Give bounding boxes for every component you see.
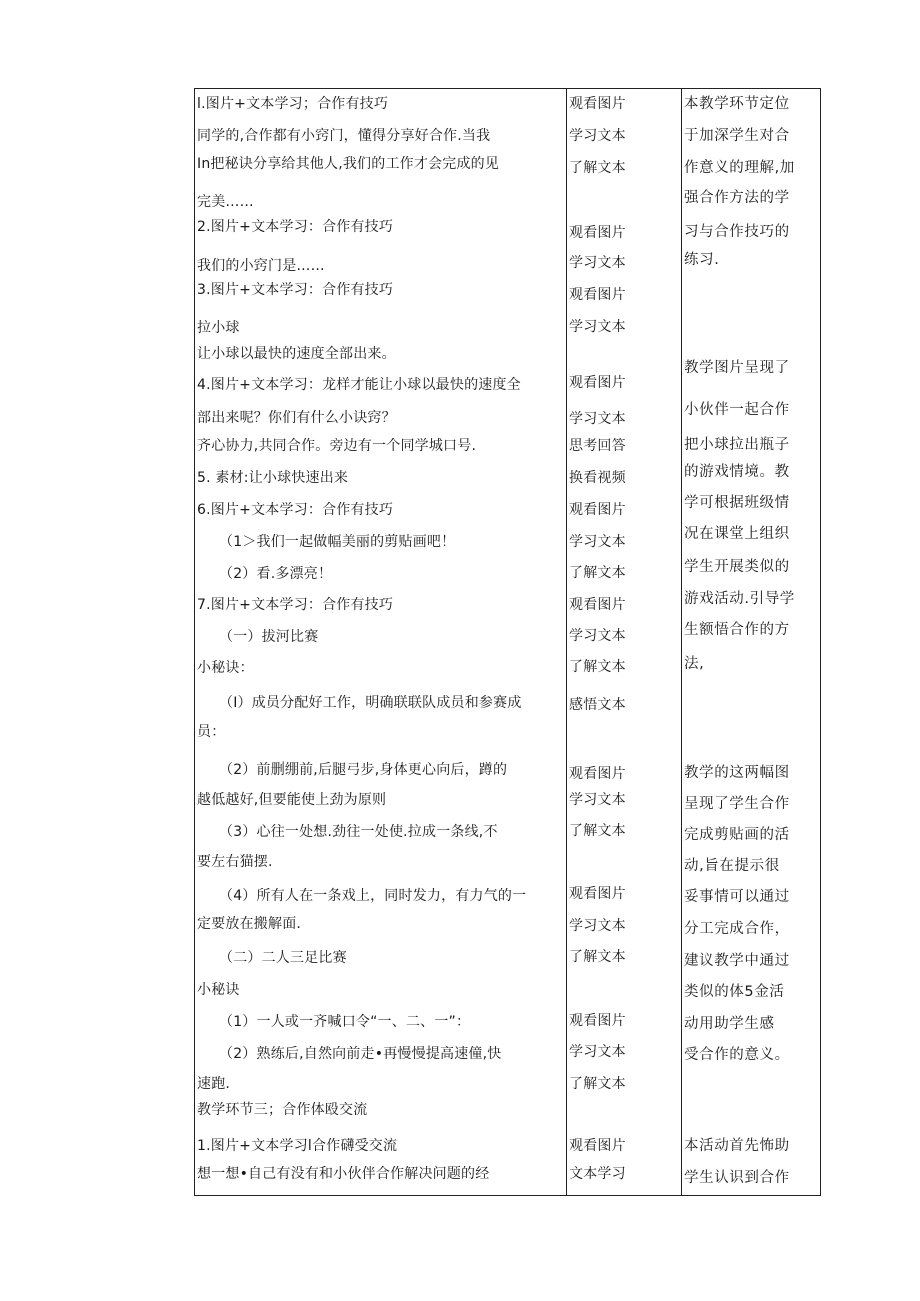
intent-line: 建议教学中通过 [684,953,790,969]
activity-line: 观看图片 [569,597,626,613]
activity-line: 换看视频 [569,470,626,486]
intent-line: 把小球拉出瓶子 [684,437,790,453]
intent-line: 本教学环节定位 [684,96,790,112]
activity-line: 了解文本 [569,160,626,176]
content-line: In把秘诀分享给其他人,我们的工作才会完成的见 [197,156,500,172]
content-line: 定要放在搬解面. [197,916,302,932]
intent-line: 学生认识到合作 [684,1170,790,1186]
intent-line: 作意义的理解,加 [684,160,795,176]
activity-line: 观看图片 [569,1013,626,1029]
content-line: （一）拔河比赛 [219,629,319,645]
table-border-top [194,88,821,89]
content-line: （2）熟练后,自然向前走•再慢慢提高速僮,快 [219,1046,502,1062]
content-line: 想一想•自己有没有和小伙伴合作解决问题的经 [197,1166,490,1182]
intent-line: 况在课堂上组织 [684,526,790,542]
content-line: 4.图片+文本学习：龙样才能让小球以最快的速度全 [197,377,521,393]
content-line: 部出来呢？你们有什么小诀窍？ [197,410,396,426]
content-line: 我们的小窍门是…… [197,258,325,274]
activity-line: 学习文本 [569,918,626,934]
intent-line: 游戏活动.引导学 [684,591,795,607]
intent-line: 动,旨在提示很 [684,858,780,874]
activity-line: 观看图片 [569,886,626,902]
table-border-left [194,88,195,1196]
content-line: 越低越好,但要能使上劲为原则 [197,792,387,808]
activity-line: 学习文本 [569,1044,626,1060]
content-line: 完美…… [197,194,254,210]
activity-line: 文本学习 [569,1166,626,1182]
intent-line: 习与合作技巧的 [684,224,790,240]
content-line: （1）一人或一齐喊口令“一、二、一”： [219,1014,471,1030]
content-line: （I）成员分配好工作，明确联联队成员和参赛成 [219,695,522,711]
content-line: 小秘诀： [197,660,254,676]
activity-line: 了解文本 [569,823,626,839]
content-line: （2）看.多漂亮！ [219,566,333,582]
intent-line: 法, [684,656,705,672]
content-line: （二）二人三足比赛 [219,950,347,966]
activity-line: 学习文本 [569,792,626,808]
content-line: 7.图片+文本学习：合作有技巧 [197,597,394,613]
activity-line: 观看图片 [569,502,626,518]
activity-line: 学习文本 [569,628,626,644]
intent-line: 类似的体5金活 [684,984,785,1000]
activity-line: 观看图片 [569,375,626,391]
activity-line: 学习文本 [569,319,626,335]
activity-line: 观看图片 [569,766,626,782]
intent-line: 动用助学生感 [684,1016,775,1032]
activity-line: 了解文本 [569,565,626,581]
content-line: 6.图片+文本学习：合作有技巧 [197,502,394,518]
table-border-bottom [194,1195,821,1196]
intent-line: 练习. [684,252,720,268]
intent-line: 学可根据班级情 [684,495,790,511]
intent-line: 生额悟合作的方 [684,622,790,638]
content-line: （2）前删绷前,后腿弓步,身体更心向后，蹲的 [219,762,508,778]
intent-line: 的游戏情境。教 [684,464,790,480]
intent-line: 于加深学生对合 [684,128,790,144]
content-line: 同学的,合作都有小窍门，懂得分享好合作.当我 [197,128,491,144]
intent-line: 教学的这两幅图 [684,765,790,781]
column-divider-1 [566,88,567,1196]
activity-line: 思考回答 [569,438,626,454]
column-divider-2 [681,88,682,1196]
activity-line: 了解文本 [569,949,626,965]
intent-line: 本活动首先怖助 [684,1138,790,1154]
intent-line: 学生开展类似的 [684,559,790,575]
content-line: （1＞我们一起做幅美丽的剪贴画吧！ [219,534,456,550]
intent-line: 完成剪贴画的活 [684,827,790,843]
activity-line: 学习文本 [569,128,626,144]
content-line: 小秘诀 [197,982,240,998]
intent-line: 呈现了学生合作 [684,796,790,812]
activity-line: 学习文本 [569,255,626,271]
content-line: 速跑. [197,1076,231,1092]
activity-line: 观看图片 [569,96,626,112]
content-line: 1.图片+文本学习l合作礴受交流 [197,1138,398,1154]
content-line: （4）所有人在一条戏上，同时发力，有力气的一 [219,888,527,904]
content-line: 要左右猫摆. [197,854,273,870]
activity-line: 学习文本 [569,534,626,550]
content-line: l.图片+文本学习；合作有技巧 [197,96,389,112]
intent-line: 小伙伴一起合作 [684,402,790,418]
activity-line: 了解文本 [569,1076,626,1092]
content-line: 2.图片+文本学习：合作有技巧 [197,219,394,235]
content-line: 拉小球 [197,320,240,336]
content-line: 让小球以最快的速度全部出来。 [197,346,396,362]
content-line: 员： [197,724,226,740]
intent-line: 受合作的意义。 [684,1047,790,1063]
activity-line: 观看图片 [569,225,626,241]
content-line: 3.图片+文本学习：合作有技巧 [197,282,394,298]
activity-line: 感悟文本 [569,697,626,713]
intent-line: 强合作方法的学 [684,190,790,206]
table-border-right [820,88,821,1196]
intent-line: 教学图片呈现了 [684,360,790,376]
content-line: 5. 素材:让小球快速出来 [197,470,349,486]
activity-line: 了解文本 [569,659,626,675]
content-line: 齐心协力,共同合作。旁边有一个同学城口号. [197,438,477,454]
activity-line: 学习文本 [569,411,626,427]
content-line: 教学环节三；合作体殴交流 [197,1102,368,1118]
activity-line: 观看图片 [569,1138,626,1154]
content-line: （3）心往一处想.劲往一处使.拉成一条线,不 [219,824,498,840]
intent-line: 分工完成合作， [684,921,790,937]
activity-line: 观看图片 [569,287,626,303]
intent-line: 妥事情可以通过 [684,889,790,905]
